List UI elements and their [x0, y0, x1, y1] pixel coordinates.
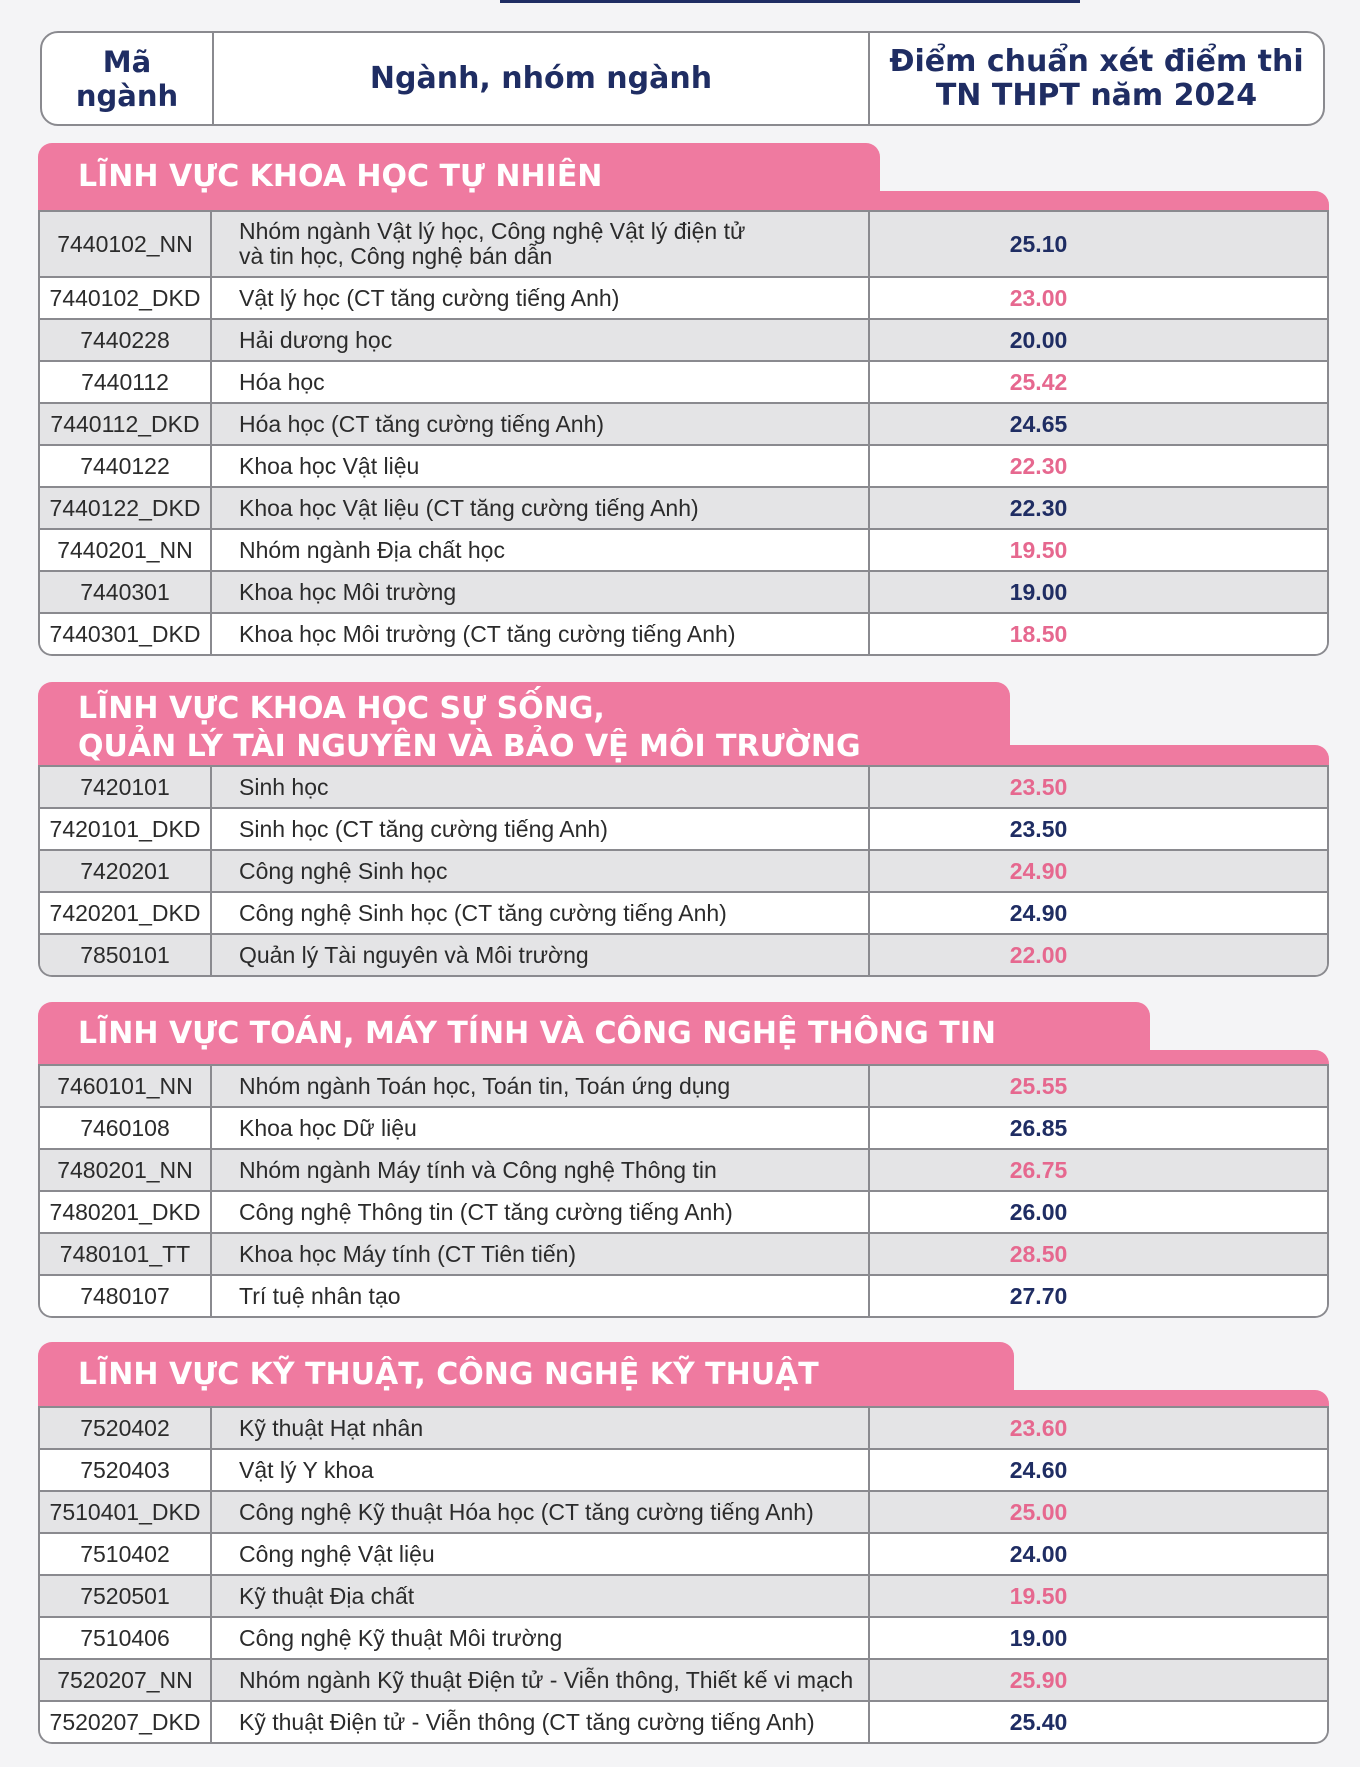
major-code: 7520501 — [40, 1576, 212, 1616]
major-code: 7480201_DKD — [40, 1192, 212, 1232]
table-row — [40, 444, 1327, 486]
major-name: Nhóm ngành Vật lý học, Công nghệ Vật lý điện tử và tin học, Công nghệ bán dẫn — [212, 212, 870, 276]
major-name: Công nghệ Sinh học (CT tăng cường tiếng Anh) — [212, 893, 870, 933]
cutoff-score: 19.50 — [1009, 1582, 1068, 1609]
cutoff-score: 24.90 — [1009, 857, 1068, 884]
major-code: 7440301 — [40, 572, 212, 612]
major-code: 7440102_DKD — [40, 278, 212, 318]
major-code: 7480201_NN — [40, 1150, 212, 1190]
table-row — [40, 486, 1327, 528]
cutoff-score: 23.00 — [1009, 284, 1068, 311]
cutoff-score: 26.00 — [1009, 1198, 1068, 1225]
table-row — [40, 1232, 1327, 1274]
cutoff-score: 25.40 — [1009, 1708, 1068, 1735]
header-code: Mã ngành — [42, 33, 214, 124]
major-code: 7520402 — [40, 1408, 212, 1448]
table-row — [40, 1448, 1327, 1490]
major-code: 7420201 — [40, 851, 212, 891]
major-name: Quản lý Tài nguyên và Môi trường — [212, 935, 870, 975]
major-code: 7440301_DKD — [40, 614, 212, 654]
table-row — [40, 1658, 1327, 1700]
major-name: Sinh học — [212, 767, 870, 807]
cutoff-score: 25.90 — [1009, 1666, 1068, 1693]
top-rule — [500, 0, 1080, 3]
table-row — [40, 276, 1327, 318]
cutoff-score: 19.00 — [1009, 1624, 1068, 1651]
major-code: 7480101_TT — [40, 1234, 212, 1274]
table-row — [40, 1574, 1327, 1616]
section-table — [38, 210, 1329, 656]
cutoff-score: 27.70 — [1009, 1282, 1068, 1309]
major-code: 7440122 — [40, 446, 212, 486]
cutoff-score: 24.00 — [1009, 1540, 1068, 1567]
major-name: Nhóm ngành Địa chất học — [212, 530, 870, 570]
cutoff-score: 23.60 — [1009, 1414, 1068, 1441]
table-row — [40, 1274, 1327, 1316]
major-code: 7460108 — [40, 1108, 212, 1148]
major-name: Công nghệ Kỹ thuật Hóa học (CT tăng cường tiếng Anh) — [212, 1492, 870, 1532]
major-code: 7440112 — [40, 362, 212, 402]
table-row — [40, 765, 1327, 807]
major-name: Khoa học Môi trường — [212, 572, 870, 612]
cutoff-score: 19.50 — [1009, 536, 1068, 563]
cutoff-score: 24.60 — [1009, 1456, 1068, 1483]
major-name: Nhóm ngành Máy tính và Công nghệ Thông tin — [212, 1150, 870, 1190]
table-row — [40, 612, 1327, 654]
header-major: Ngành, nhóm ngành — [214, 33, 870, 124]
major-name: Hải dương học — [212, 320, 870, 360]
table-row — [40, 891, 1327, 933]
section-title: LĨNH VỰC TOÁN, MÁY TÍNH VÀ CÔNG NGHỆ THÔNG TIN — [38, 1002, 1150, 1066]
major-code: 7850101 — [40, 935, 212, 975]
major-code: 7440228 — [40, 320, 212, 360]
table-row — [40, 1616, 1327, 1658]
major-name: Công nghệ Vật liệu — [212, 1534, 870, 1574]
cutoff-score: 23.50 — [1009, 815, 1068, 842]
table-row — [40, 360, 1327, 402]
cutoff-score: 26.75 — [1009, 1156, 1068, 1183]
major-code: 7420101 — [40, 767, 212, 807]
section-title: LĨNH VỰC KHOA HỌC TỰ NHIÊN — [38, 143, 880, 210]
major-code: 7440112_DKD — [40, 404, 212, 444]
cutoff-score: 24.90 — [1009, 899, 1068, 926]
table-row — [40, 1190, 1327, 1232]
major-code: 7440201_NN — [40, 530, 212, 570]
table-row — [40, 849, 1327, 891]
major-name: Nhóm ngành Kỹ thuật Điện tử - Viễn thông, Thiết kế vi mạch — [212, 1660, 870, 1700]
cutoff-score: 24.65 — [1009, 410, 1068, 437]
major-code: 7510402 — [40, 1534, 212, 1574]
major-name: Khoa học Vật liệu — [212, 446, 870, 486]
major-name: Vật lý Y khoa — [212, 1450, 870, 1490]
section-table — [38, 1064, 1329, 1318]
table-row — [40, 570, 1327, 612]
major-name: Nhóm ngành Toán học, Toán tin, Toán ứng dụng — [212, 1066, 870, 1106]
major-code: 7440102_NN — [40, 212, 212, 276]
major-name: Khoa học Máy tính (CT Tiên tiến) — [212, 1234, 870, 1274]
major-name: Kỹ thuật Hạt nhân — [212, 1408, 870, 1448]
table-row — [40, 807, 1327, 849]
cutoff-score: 22.30 — [1009, 494, 1068, 521]
table-row — [40, 1106, 1327, 1148]
cutoff-score: 25.10 — [1009, 230, 1068, 257]
major-name: Khoa học Môi trường (CT tăng cường tiếng Anh) — [212, 614, 870, 654]
cutoff-score: 22.30 — [1009, 452, 1068, 479]
table-row — [40, 210, 1327, 276]
cutoff-score: 28.50 — [1009, 1240, 1068, 1267]
table-row — [40, 1148, 1327, 1190]
cutoff-score: 26.85 — [1009, 1114, 1068, 1141]
table-row — [40, 1064, 1327, 1106]
table-row — [40, 1532, 1327, 1574]
section-table — [38, 1406, 1329, 1744]
major-name: Kỹ thuật Điện tử - Viễn thông (CT tăng cường tiếng Anh) — [212, 1702, 870, 1742]
cutoff-score: 20.00 — [1009, 326, 1068, 353]
major-name: Hóa học — [212, 362, 870, 402]
cutoff-score: 18.50 — [1009, 620, 1068, 647]
table-row — [40, 1406, 1327, 1448]
table-row — [40, 528, 1327, 570]
major-code: 7420201_DKD — [40, 893, 212, 933]
major-name: Kỹ thuật Địa chất — [212, 1576, 870, 1616]
major-code: 7510401_DKD — [40, 1492, 212, 1532]
major-name: Khoa học Vật liệu (CT tăng cường tiếng Anh) — [212, 488, 870, 528]
major-name: Công nghệ Thông tin (CT tăng cường tiếng Anh) — [212, 1192, 870, 1232]
major-code: 7420101_DKD — [40, 809, 212, 849]
major-name: Trí tuệ nhân tạo — [212, 1276, 870, 1316]
major-name: Vật lý học (CT tăng cường tiếng Anh) — [212, 278, 870, 318]
major-code: 7480107 — [40, 1276, 212, 1316]
table-header — [40, 31, 1325, 126]
major-name: Khoa học Dữ liệu — [212, 1108, 870, 1148]
table-row — [40, 1700, 1327, 1742]
major-code: 7520207_NN — [40, 1660, 212, 1700]
cutoff-score: 25.55 — [1009, 1072, 1068, 1099]
major-code: 7520207_DKD — [40, 1702, 212, 1742]
major-code: 7520403 — [40, 1450, 212, 1490]
header-score: Điểm chuẩn xét điểm thi TN THPT năm 2024 — [889, 43, 1304, 113]
cutoff-score: 22.00 — [1009, 941, 1068, 968]
major-code: 7510406 — [40, 1618, 212, 1658]
section-title: LĨNH VỰC KHOA HỌC SỰ SỐNG, QUẢN LÝ TÀI NGUYÊN VÀ BẢO VỆ MÔI TRƯỜNG — [38, 682, 1010, 790]
section-title: LĨNH VỰC KỸ THUẬT, CÔNG NGHỆ KỸ THUẬT — [38, 1342, 1014, 1408]
major-name: Công nghệ Kỹ thuật Môi trường — [212, 1618, 870, 1658]
cutoff-score: 19.00 — [1009, 578, 1068, 605]
cutoff-score: 25.00 — [1009, 1498, 1068, 1525]
cutoff-score: 25.42 — [1009, 368, 1068, 395]
major-name: Hóa học (CT tăng cường tiếng Anh) — [212, 404, 870, 444]
major-name: Công nghệ Sinh học — [212, 851, 870, 891]
major-code: 7440122_DKD — [40, 488, 212, 528]
section-table — [38, 765, 1329, 977]
table-row — [40, 1490, 1327, 1532]
major-code: 7460101_NN — [40, 1066, 212, 1106]
cutoff-score: 23.50 — [1009, 773, 1068, 800]
table-row — [40, 402, 1327, 444]
table-row — [40, 318, 1327, 360]
table-row — [40, 933, 1327, 975]
major-name: Sinh học (CT tăng cường tiếng Anh) — [212, 809, 870, 849]
